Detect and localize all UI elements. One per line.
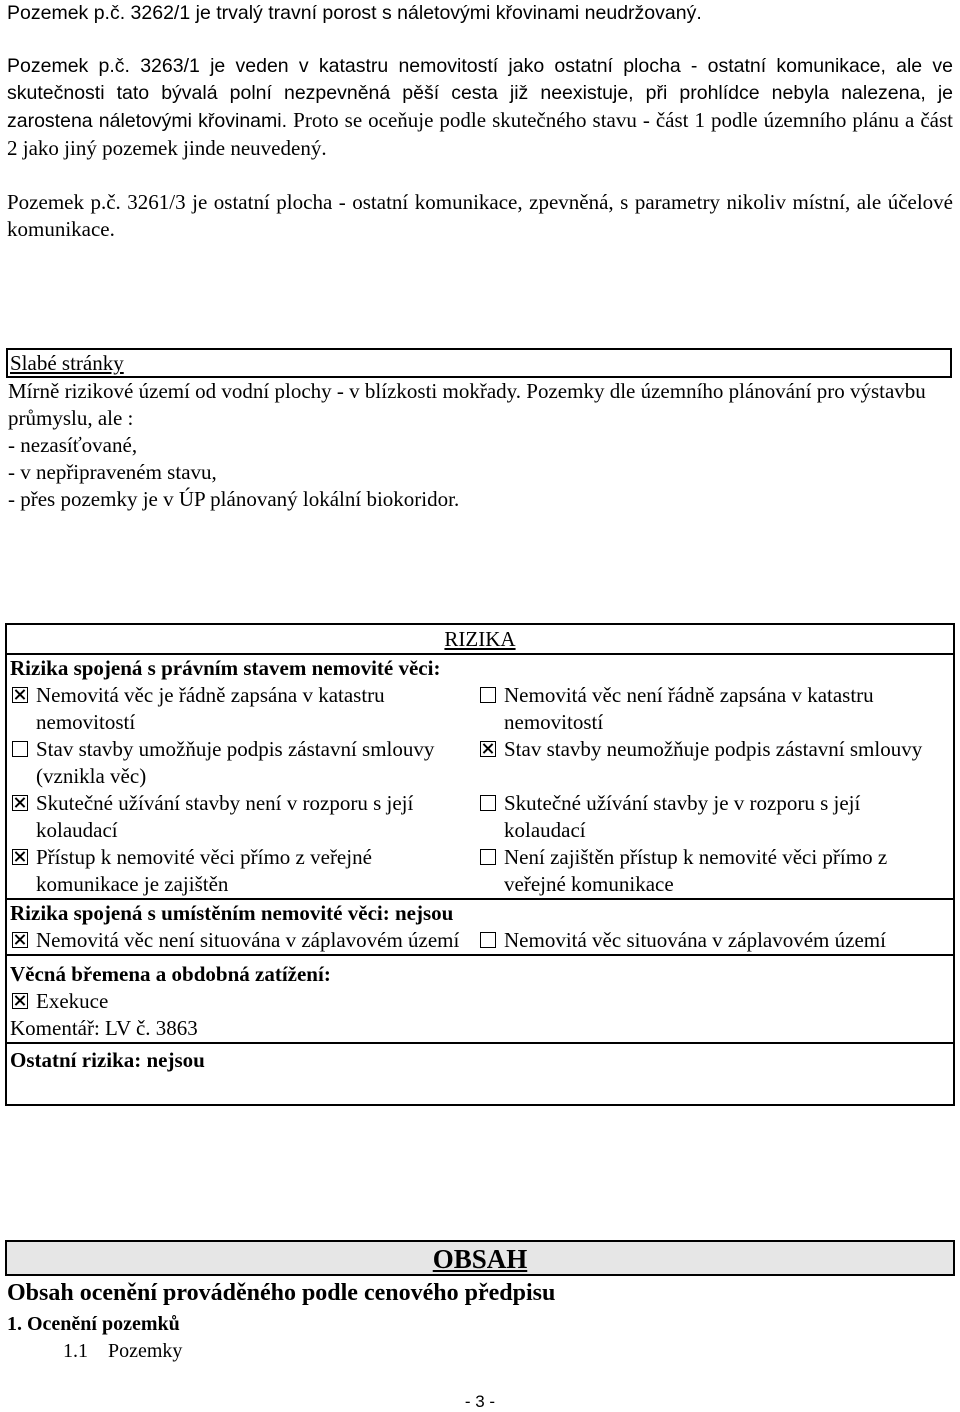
paragraph-parcel-3263-1-part2: Proto se oceňuje podle skutečného stavu - část 1 podle územního plánu a část 2 jako jiný pozemek jinde neuvedený. [7, 108, 953, 160]
risks-box [5, 623, 955, 1106]
weak-points-heading: Slabé stránky [10, 351, 124, 375]
page-number: - 3 - [464, 1392, 496, 1411]
risk-option-label: Stav stavby neumožňuje podpis zástavní smlouvy [504, 737, 923, 761]
burden-option[interactable] [7, 988, 475, 1015]
risk-option-label: Skutečné užívání stavby je v rozporu s její kolaudací [504, 791, 861, 842]
risk-row [7, 790, 953, 844]
checkbox-unchecked-icon[interactable] [480, 849, 496, 865]
checkbox-checked-icon[interactable] [480, 741, 496, 757]
paragraph-parcel-3261-3: Pozemek p.č. 3261/3 je ostatní plocha - ostatní komunikace, zpevněná, s parametry nikoliv místní, ale účelové komunikace. [7, 190, 953, 241]
contents-subtitle: Obsah ocenění prováděného podle cenového předpisu [7, 1280, 556, 1306]
risk-option-left[interactable] [7, 844, 475, 898]
checkbox-checked-icon[interactable] [12, 932, 28, 948]
risks-title: RIZIKA [7, 625, 953, 655]
intro-section [7, 0, 953, 243]
risk-row [7, 736, 953, 790]
risk-option-left[interactable] [7, 736, 475, 790]
weak-points-section [6, 348, 952, 513]
weak-points-body [6, 378, 952, 513]
risk-option-left[interactable] [7, 682, 475, 736]
checkbox-checked-icon[interactable] [12, 795, 28, 811]
risk-option-right[interactable] [475, 790, 945, 844]
contents-section [5, 1240, 955, 1365]
risk-option-label: Nemovitá věc není řádně zapsána v katastru nemovitostí [504, 683, 874, 734]
checkbox-unchecked-icon[interactable] [480, 932, 496, 948]
risk-option-right[interactable] [475, 844, 945, 898]
legal-risks-heading: Rizika spojená s právním stavem nemovité věci: [10, 656, 441, 680]
risk-option-right[interactable] [475, 927, 945, 954]
risk-option-label: Skutečné užívání stavby není v rozporu s její kolaudací [36, 791, 414, 842]
checkbox-checked-icon[interactable] [12, 849, 28, 865]
risk-option-right[interactable] [475, 736, 945, 790]
burdens-heading: Věcná břemena a obdobná zatížení: [7, 954, 953, 988]
risk-option-label: Není zajištěn přístup k nemovité věci přímo z veřejné komunikace [504, 845, 888, 896]
paragraph-parcel-3263-1 [7, 53, 953, 163]
risk-option-label: Přístup k nemovité věci přímo z veřejné komunikace je zajištěn [36, 845, 372, 896]
burden-row [7, 988, 953, 1015]
checkbox-unchecked-icon[interactable] [480, 687, 496, 703]
burden-comment: Komentář: LV č. 3863 [10, 1016, 198, 1040]
risk-row [7, 927, 953, 954]
contents-title-box [5, 1240, 955, 1276]
other-risks-heading: Ostatní rizika: nejsou [7, 1042, 953, 1074]
weak-points-item: - nezasíťované, [8, 433, 138, 457]
paragraph-parcel-3263-1-part1: Pozemek p.č. 3263/1 je veden v katastru nemovitostí jako ostatní plocha - ostatní komunikace, ale ve skutečnosti tato bývalá polní nezpevněná pěší cesta již neexistuje, při prohlídce nebyla nalezena, je zarostena náletovými křovinami. [7, 55, 953, 132]
weak-points-item: - v nepřipraveném stavu, [8, 460, 217, 484]
contents-item: 1. Ocenění pozemků [7, 1313, 180, 1335]
checkbox-checked-icon[interactable] [12, 687, 28, 703]
checkbox-unchecked-icon[interactable] [480, 795, 496, 811]
location-risks-heading: Rizika spojená s umístěním nemovité věci: nejsou [7, 898, 953, 927]
contents-subitem: 1.1 Pozemky [63, 1340, 183, 1362]
risk-option-left[interactable] [7, 790, 475, 844]
risk-option-label: Stav stavby umožňuje podpis zástavní smlouvy (vznikla věc) [36, 737, 435, 788]
weak-points-line: Mírně rizikové území od vodní plochy - v blízkosti mokřady. Pozemky dle územního plánování pro výstavbu průmyslu, ale : [8, 379, 926, 430]
contents-title: OBSAH [432, 1244, 528, 1274]
risk-option-label: Nemovitá věc není situována v záplavovém území [36, 928, 460, 952]
risk-row [7, 844, 953, 898]
risk-option-right[interactable] [475, 682, 945, 736]
risk-row [7, 682, 953, 736]
risk-option-left[interactable] [7, 927, 475, 954]
burden-option-label: Exekuce [36, 989, 109, 1013]
checkbox-unchecked-icon[interactable] [12, 741, 28, 757]
checkbox-checked-icon[interactable] [12, 993, 28, 1009]
risk-option-label: Nemovitá věc je řádně zapsána v katastru nemovitostí [36, 683, 385, 734]
weak-points-item: - přes pozemky je v ÚP plánovaný lokální biokoridor. [8, 487, 460, 511]
risk-option-label: Nemovitá věc situována v záplavovém území [504, 928, 886, 952]
paragraph-parcel-3262-1: Pozemek p.č. 3262/1 je trvalý travní porost s náletovými křovinami neudržovaný. [7, 2, 702, 24]
weak-points-heading-box [6, 348, 952, 378]
